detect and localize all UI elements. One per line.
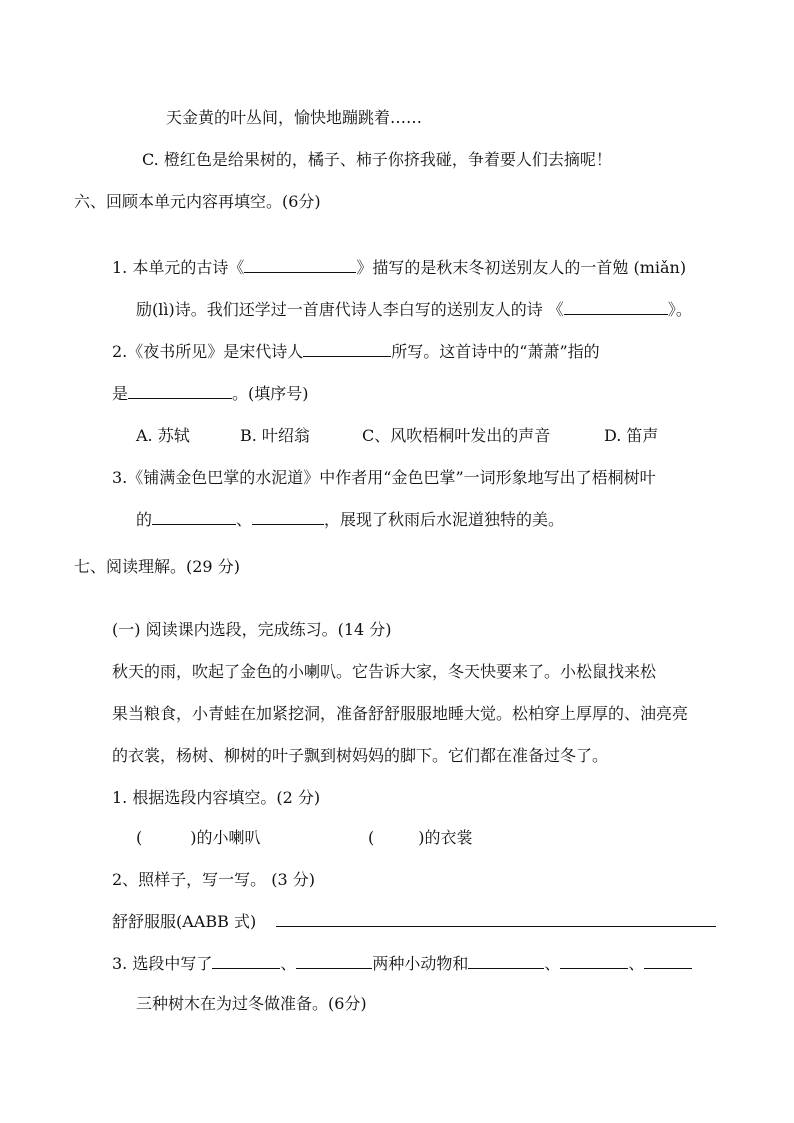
s7-q3-blank-animal-2[interactable] bbox=[296, 954, 372, 969]
s7-q1-open-paren-1: ( bbox=[136, 828, 143, 847]
s6-q3-blank-1[interactable] bbox=[152, 510, 236, 525]
s7-q1-blank2-text: )的衣裳 bbox=[418, 828, 473, 847]
s6-q1-line2 bbox=[136, 300, 692, 320]
s6-q2-text-d: 。(填序号) bbox=[232, 384, 309, 403]
s6-q2-option-a: A. 苏轼 bbox=[136, 426, 190, 445]
s6-q2-blank-poet[interactable] bbox=[303, 342, 391, 357]
section6-heading: 六、回顾本单元内容再填空。(6分) bbox=[74, 192, 321, 211]
s6-q3-sep: 、 bbox=[236, 510, 253, 529]
s7-q1-label: 1. 根据选段内容填空。(2 分) bbox=[112, 788, 321, 807]
s6-q1-text-d: 》。 bbox=[667, 300, 692, 319]
s7-q3-blank-tree-2[interactable] bbox=[560, 954, 628, 969]
prev-question-option-c: C. 橙红色是给果树的，橘子、柿子你挤我碰，争着要人们去摘呢！ bbox=[142, 150, 612, 169]
s7-q3-sep-2: 、 bbox=[544, 954, 561, 973]
prev-question-line: 天金黄的叶丛间，愉快地蹦跳着…… bbox=[166, 108, 423, 127]
s6-q2-line2 bbox=[112, 384, 309, 404]
s7-q3-blank-tree-3[interactable] bbox=[644, 954, 692, 969]
s6-q1-blank-libai[interactable] bbox=[564, 300, 668, 315]
s6-q2-blank-answer[interactable] bbox=[128, 384, 232, 399]
s7-q1-blank2[interactable] bbox=[368, 828, 473, 848]
s7-q1-blank1-text: )的小喇叭 bbox=[190, 828, 261, 847]
s7-q3-blank-tree-1[interactable] bbox=[468, 954, 544, 969]
s6-q2-text-c: 是 bbox=[112, 384, 129, 403]
s6-q1-blank-poem[interactable] bbox=[244, 258, 356, 273]
s6-q2-option-b: B. 叶绍翁 bbox=[240, 426, 310, 445]
s7-q2-label: 2、照样子，写一写。 (3 分) bbox=[112, 870, 316, 889]
passage-line-2: 果当粮食，小青蛙在加紧挖洞，准备舒舒服服地睡大觉。松柏穿上厚厚的、油亮亮 bbox=[112, 704, 689, 723]
s7-q2-line bbox=[112, 912, 716, 932]
s6-q3-text-b: ，展现了秋雨后水泥道独特的美。 bbox=[324, 510, 565, 529]
s7-q3-text-b: 两种小动物和 bbox=[372, 954, 469, 973]
s6-q2-option-d: D. 笛声 bbox=[604, 426, 659, 445]
passage-line-3: 的衣裳，杨树、柳树的叶子飘到树妈妈的脚下。它们都在准备过冬了。 bbox=[112, 746, 609, 765]
s7-q2-example: 舒舒服服(AABB 式) bbox=[112, 912, 257, 931]
s6-q1-text-a: 1. 本单元的古诗《 bbox=[112, 258, 245, 277]
s6-q1-text-b: 》描写的是秋末冬初送别友人的一首勉 (miǎn) bbox=[356, 258, 687, 277]
s7-q3-text-a: 3. 选段中写了 bbox=[112, 954, 213, 973]
s7-q3-line2: 三种树木在为过冬做准备。(6分) bbox=[136, 994, 367, 1013]
s6-q2-option-c: C、风吹梧桐叶发出的声音 bbox=[362, 426, 551, 445]
s6-q1-line1 bbox=[112, 258, 686, 278]
s7-q1-blank1[interactable] bbox=[136, 828, 261, 848]
s6-q2-text-b: 所写。这首诗中的“萧萧”指的 bbox=[391, 342, 600, 361]
s7-q3-line1 bbox=[112, 954, 692, 974]
s7-q3-sep-1: 、 bbox=[280, 954, 297, 973]
s6-q3-line2 bbox=[136, 510, 564, 530]
s7-q1-open-paren-2: ( bbox=[368, 828, 375, 847]
passage-line-1: 秋天的雨，吹起了金色的小喇叭。它告诉大家，冬天快要来了。小松鼠找来松 bbox=[112, 662, 657, 681]
s6-q3-text-a: 的 bbox=[136, 510, 153, 529]
s7-q3-blank-animal-1[interactable] bbox=[212, 954, 280, 969]
s6-q2-text-a: 2.《夜书所见》是宋代诗人 bbox=[112, 342, 304, 361]
s6-q2-line1 bbox=[112, 342, 600, 362]
s7-q2-answer-blank[interactable] bbox=[276, 912, 716, 927]
section7-sub1: (一) 阅读课内选段，完成练习。(14 分) bbox=[112, 620, 392, 639]
s6-q3-line1: 3.《铺满金色巴掌的水泥道》中作者用“金色巴掌”一词形象地写出了梧桐树叶 bbox=[112, 468, 656, 487]
s6-q3-blank-2[interactable] bbox=[252, 510, 324, 525]
s7-q3-sep-3: 、 bbox=[628, 954, 645, 973]
section7-heading: 七、阅读理解。(29 分) bbox=[74, 557, 240, 576]
s6-q1-text-c: 励(lì)诗。我们还学过一首唐代诗人李白写的送别友人的诗 《 bbox=[136, 300, 564, 319]
